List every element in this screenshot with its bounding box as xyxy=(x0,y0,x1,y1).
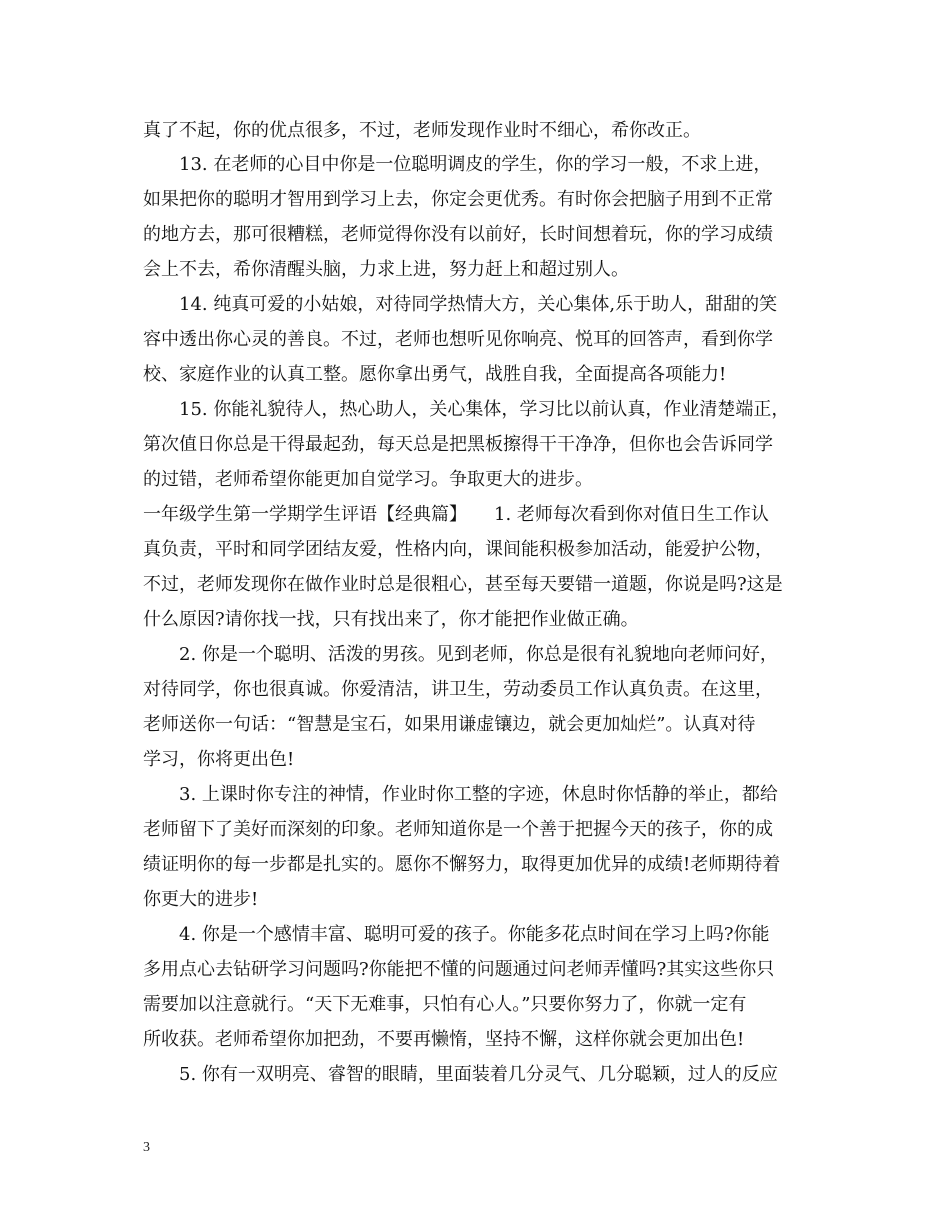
text-line: 所收获。老师希望你加把劲，不要再懒惰，坚持不懈，这样你就会更加出色! xyxy=(143,1029,745,1050)
text-line: 2. 你是一个聪明、活泼的男孩。见到老师，你总是很有礼貌地向老师问好， xyxy=(143,644,778,665)
text-line: 真负责，平时和同学团结友爱，性格内向，课间能积极参加活动，能爱护公物， xyxy=(143,539,773,560)
text-line: 15. 你能礼貌待人，热心助人，关心集体，学习比以前认真，作业清楚端正， xyxy=(143,399,790,420)
text-line: 的地方去，那可很糟糕，老师觉得你没有以前好，长时间想着玩，你的学习成绩 xyxy=(143,224,773,245)
text-line: 容中透出你心灵的善良。不过，老师也想听见你响亮、悦耳的回答声，看到你学 xyxy=(143,329,773,350)
text-line: 绩证明你的每一步都是扎实的。愿你不懈努力，取得更加优异的成绩!老师期待着 xyxy=(143,854,781,875)
text-line: 如果把你的聪明才智用到学习上去，你定会更优秀。有时你会把脑子用到不正常 xyxy=(143,189,773,210)
text-line: 4. 你是一个感情丰富、聪明可爱的孩子。你能多花点时间在学习上吗?你能 xyxy=(143,924,770,945)
text-line: 会上不去，希你清醒头脑，力求上进，努力赶上和超过别人。 xyxy=(143,259,629,280)
text-line: 第次值日你总是干得最起劲，每天总是把黑板擦得干干净净，但你也会告诉同学 xyxy=(143,434,773,455)
text-line: 14. 纯真可爱的小姑娘，对待同学热情大方，关心集体,乐于助人，甜甜的笑 xyxy=(143,294,778,315)
text-line: 13. 在老师的心目中你是一位聪明调皮的学生，你的学习一般，不求上进， xyxy=(143,154,772,175)
text-line: 校、家庭作业的认真工整。愿你拿出勇气，战胜自我，全面提高各项能力! xyxy=(143,364,727,385)
text-line: 需要加以注意就行。“天下无难事，只怕有心人。”只要你努力了，你就一定有 xyxy=(143,994,747,1015)
text-line: 什么原因?请你找一找，只有找出来了，你才能把作业做正确。 xyxy=(143,609,639,630)
text-line: 对待同学，你也很真诚。你爱清洁，讲卫生，劳动委员工作认真负责。在这里， xyxy=(143,679,773,700)
text-line: 不过，老师发现你在做作业时总是很粗心，甚至每天要错一道题，你说是吗?这是 xyxy=(143,574,783,595)
text-line: 3. 上课时你专注的神情，作业时你工整的字迹，休息时你恬静的举止，都给 xyxy=(143,784,778,805)
text-line: 真了不起，你的优点很多，不过，老师发现作业时不细心，希你改正。 xyxy=(143,120,701,141)
text-line: 老师留下了美好而深刻的印象。老师知道你是一个善于把握今天的孩子，你的成 xyxy=(143,819,773,840)
text-line: 老师送你一句话：“智慧是宝石，如果用谦虚镶边，就会更加灿烂”。认真对待 xyxy=(143,714,756,735)
text-line: 多用点心去钻研学习问题吗?你能把不懂的问题通过问老师弄懂吗?其实这些你只 xyxy=(143,959,775,980)
text-line: 学习，你将更出色! xyxy=(143,749,295,770)
page-number: 3 xyxy=(143,1140,150,1155)
text-line: 5. 你有一双明亮、睿智的眼睛，里面装着几分灵气、几分聪颖，过人的反应 xyxy=(143,1064,778,1085)
text-line: 的过错，老师希望你能更加自觉学习。争取更大的进步。 xyxy=(143,469,593,490)
text-line: 你更大的进步! xyxy=(143,889,259,910)
text-line: 一年级学生第一学期学生评语【经典篇】 1. 老师每次看到你对值日生工作认 xyxy=(143,504,769,525)
